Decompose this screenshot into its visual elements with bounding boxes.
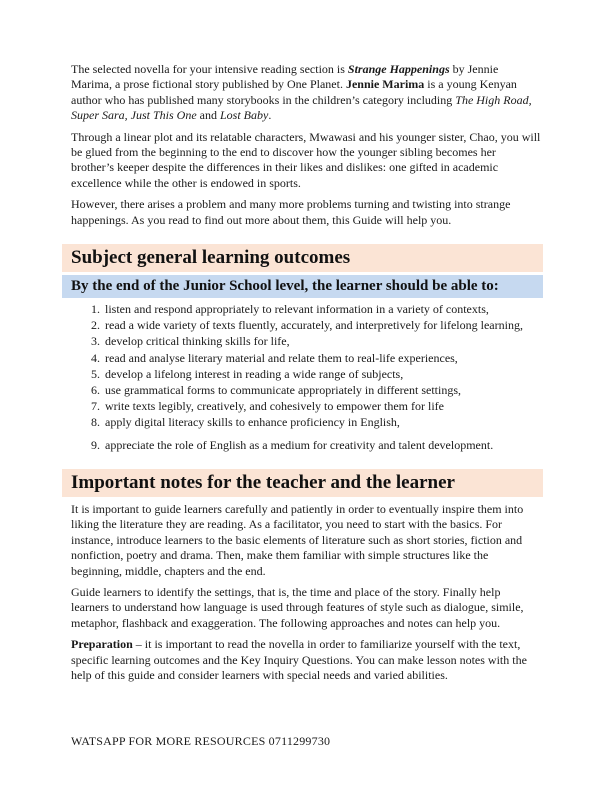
list-item: 7. write texts legibly, creatively, and cohesively to empower them for life [103, 399, 541, 414]
text-run: is a young Kenyan author who has published many storybooks in the children’s category including [71, 77, 517, 107]
footer-contact-text: WATSAPP FOR MORE RESOURCES 0711299730 [71, 734, 331, 748]
text-run: Jennie Marima [345, 77, 425, 92]
document-content [71, 62, 541, 683]
section-subheading-outcomes: By the end of the Junior School level, the learner should be able to: [62, 275, 543, 298]
section-learning-outcomes [71, 244, 541, 453]
list-item: 4. read and analyse literary material and relate them to real-life experiences, [103, 351, 541, 366]
text-run: – it is important to read the novella in order to familiarize yourself with the text, specific learning outcomes and the Key Inquiry Questions. You can make lesson notes with the help of this guide and consider learners with special needs and varied abilities. [71, 637, 527, 682]
text-run: Preparation [71, 637, 133, 652]
list-item: 9. appreciate the role of English as a medium for creativity and talent development. [103, 438, 541, 453]
outcomes-list [71, 302, 541, 453]
text-run: It is important to guide learners carefully and patiently in order to eventually inspire them into liking the literature they are reading. As a facilitator, you need to start with the basics. For instance, introduce learners to the basic elements of literature such as short stories, fiction and nonfiction, poetry and drama. Then, make them familiar with simple structures like the beginning, middle, chapters and the end. [71, 501, 524, 578]
text-run: by Jennie Marima, a prose fictional story published by One Planet. [71, 62, 499, 92]
paragraph [71, 502, 541, 579]
section-heading-outcomes: Subject general learning outcomes [62, 244, 543, 272]
text-run: . [268, 108, 272, 123]
list-item: 6. use grammatical forms to communicate appropriately in different settings, [103, 383, 541, 398]
list-item: 8. apply digital literacy skills to enhance proficiency in English, [103, 415, 541, 430]
list-item: 3. develop critical thinking skills for life, [103, 334, 541, 349]
text-run: However, there arises a problem and many more problems turning and twisting into strange happenings. As you read to find out more about them, this Guide will help you. [71, 197, 511, 227]
list-item: 1. listen and respond appropriately to relevant information in a variety of contexts, [103, 302, 541, 317]
paragraph [71, 637, 541, 683]
text-run: The selected novella for your intensive reading section is [71, 62, 348, 76]
text-run: Guide learners to identify the settings, that is, the time and place of the story. Finally help learners to understand how language is used through features of style such as dialogue, simile, metaphor, flashback and exaggeration. The following approaches and notes can help you. [71, 584, 524, 630]
text-run: and [196, 108, 220, 123]
paragraph [71, 130, 541, 192]
list-item: 5. develop a lifelong interest in reading a wide range of subjects, [103, 367, 541, 382]
section-important-notes [71, 469, 541, 683]
list-item: 2. read a wide variety of texts fluently, accurately, and interpretively for lifelong learning, [103, 318, 541, 333]
text-run: Through a linear plot and its relatable characters, Mwawasi and his younger sister, Chao, you will be glued from the beginning to the end to discover how the younger sibling becomes her brother’s keeper despite the differences in their likes and dislikes: one gifted in academic excellence while the other is endowed in sports. [71, 129, 541, 190]
notes-paragraphs [71, 502, 541, 683]
text-run: Strange Happenings [347, 62, 450, 76]
paragraph [71, 585, 541, 631]
paragraph [71, 197, 541, 228]
intro-paragraphs [71, 62, 541, 228]
section-heading-notes: Important notes for the teacher and the learner [62, 469, 543, 497]
text-run: The High Road, Super Sara, Just This One [71, 92, 532, 123]
paragraph [71, 62, 541, 124]
text-run: Lost Baby [220, 108, 269, 123]
